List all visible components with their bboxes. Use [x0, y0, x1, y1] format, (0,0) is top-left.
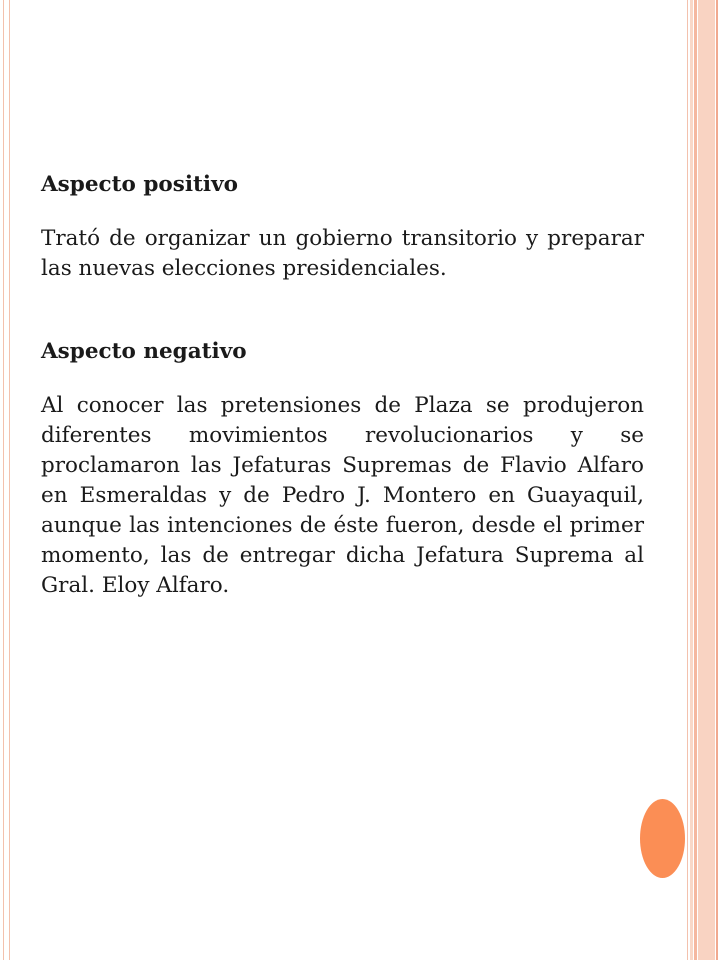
- spacer: [41, 367, 644, 391]
- spacer: [41, 284, 644, 337]
- spacer: [41, 200, 644, 224]
- positive-aspect-heading: Aspecto positivo: [41, 172, 238, 197]
- decorative-orange-oval: [640, 799, 685, 878]
- negative-aspect-text: Al conocer las pretensiones de Plaza se produjeron diferentes movimientos revolucionarios y se proclamaron las Jefaturas Supremas de Flavio Alfaro en Esmeraldas y de Pedro J. Montero en Guayaquil, aunque las intenciones de éste fueron, desde el primer momento, las de entregar dicha Jefatura Suprema al Gral. Eloy Alfaro.: [41, 393, 644, 598]
- positive-aspect-text: Trató de organizar un gobierno transitorio y preparar las nuevas elecciones presidenciales.: [41, 226, 644, 281]
- negative-aspect-heading: Aspecto negativo: [41, 339, 247, 364]
- left-frame-border: [0, 0, 10, 960]
- right-frame-line-1: [687, 0, 688, 960]
- slide-content: [41, 170, 644, 601]
- right-frame-line-2: [690, 0, 693, 960]
- right-frame-band: [698, 0, 715, 960]
- right-frame-line-4: [716, 0, 718, 960]
- right-frame-line-3: [694, 0, 697, 960]
